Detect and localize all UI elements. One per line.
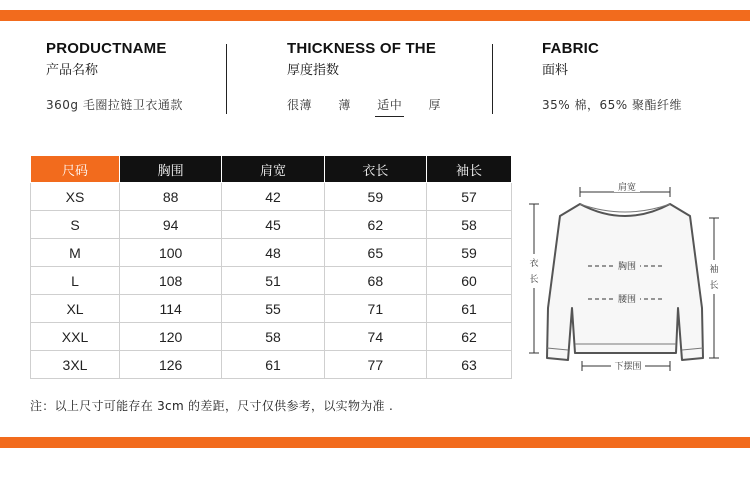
cell-shoulder: 51 bbox=[222, 267, 324, 295]
waist-label: 腰围 bbox=[617, 295, 637, 305]
shoulder-label: 肩宽 bbox=[617, 183, 637, 193]
table-row bbox=[31, 183, 512, 211]
thickness-heading: THICKNESS OF THE bbox=[287, 40, 437, 57]
cell-length: 77 bbox=[324, 351, 426, 379]
thickness-block bbox=[287, 40, 463, 113]
thickness-scale bbox=[287, 96, 463, 113]
hem-label: 下摆围 bbox=[614, 362, 642, 372]
cell-size: XL bbox=[31, 295, 120, 323]
table-row bbox=[31, 323, 512, 351]
size-chart-header-row bbox=[31, 156, 512, 183]
thickness-option-medium: 适中 bbox=[377, 98, 403, 112]
product-name-heading-cn: 产品名称 bbox=[46, 63, 99, 78]
cell-chest: 120 bbox=[120, 323, 222, 351]
cell-sleeve: 62 bbox=[427, 323, 512, 351]
thickness-option-thin: 薄 bbox=[338, 98, 351, 112]
fabric-heading: FABRIC bbox=[542, 40, 600, 57]
top-accent-bar bbox=[0, 10, 750, 21]
table-row bbox=[31, 295, 512, 323]
header-size: 尺码 bbox=[31, 156, 120, 183]
cell-size: S bbox=[31, 211, 120, 239]
header-chest: 胸围 bbox=[120, 156, 222, 183]
fabric-block bbox=[542, 40, 682, 113]
divider bbox=[492, 44, 493, 114]
product-name-value: 360g 毛圈拉链卫衣通款 bbox=[46, 98, 183, 112]
cell-size: L bbox=[31, 267, 120, 295]
cell-shoulder: 48 bbox=[222, 239, 324, 267]
cell-length: 71 bbox=[324, 295, 426, 323]
cell-size: 3XL bbox=[31, 351, 120, 379]
header-shoulder: 肩宽 bbox=[222, 156, 324, 183]
product-name-heading: PRODUCTNAME bbox=[46, 40, 167, 57]
length-label-top: 衣 bbox=[529, 259, 539, 269]
cell-length: 65 bbox=[324, 239, 426, 267]
sweatshirt-outline bbox=[547, 204, 703, 360]
cell-sleeve: 58 bbox=[427, 211, 512, 239]
cell-chest: 108 bbox=[120, 267, 222, 295]
cell-sleeve: 57 bbox=[427, 183, 512, 211]
cell-length: 68 bbox=[324, 267, 426, 295]
cell-shoulder: 61 bbox=[222, 351, 324, 379]
size-disclaimer-note: 注：以上尺寸可能存在 3cm 的差距，尺寸仅供参考，以实物为准 . bbox=[30, 399, 394, 413]
cell-size: M bbox=[31, 239, 120, 267]
cell-sleeve: 63 bbox=[427, 351, 512, 379]
cell-length: 62 bbox=[324, 211, 426, 239]
thickness-heading-cn: 厚度指数 bbox=[287, 63, 340, 78]
cell-chest: 94 bbox=[120, 211, 222, 239]
cell-chest: 126 bbox=[120, 351, 222, 379]
chest-label: 胸围 bbox=[617, 262, 637, 272]
length-label-bottom: 长 bbox=[529, 275, 539, 285]
cell-shoulder: 55 bbox=[222, 295, 324, 323]
bottom-accent-bar bbox=[0, 437, 750, 448]
table-row bbox=[31, 351, 512, 379]
size-chart-table bbox=[30, 155, 512, 379]
thickness-option-very-thin: 很薄 bbox=[287, 98, 313, 112]
cell-length: 59 bbox=[324, 183, 426, 211]
divider bbox=[226, 44, 227, 114]
table-row bbox=[31, 267, 512, 295]
cell-sleeve: 61 bbox=[427, 295, 512, 323]
garment-measurement-diagram bbox=[520, 168, 730, 378]
cell-shoulder: 42 bbox=[222, 183, 324, 211]
cell-length: 74 bbox=[324, 323, 426, 351]
cell-shoulder: 45 bbox=[222, 211, 324, 239]
table-row bbox=[31, 239, 512, 267]
product-name-block bbox=[46, 40, 183, 113]
header-sleeve: 袖长 bbox=[427, 156, 512, 183]
sleeve-label-top: 袖 bbox=[709, 265, 719, 275]
cell-sleeve: 60 bbox=[427, 267, 512, 295]
header-length: 衣长 bbox=[324, 156, 426, 183]
fabric-heading-cn: 面料 bbox=[542, 63, 569, 78]
cell-chest: 88 bbox=[120, 183, 222, 211]
cell-size: XXL bbox=[31, 323, 120, 351]
cell-shoulder: 58 bbox=[222, 323, 324, 351]
fabric-value: 35% 棉，65% 聚酯纤维 bbox=[542, 98, 682, 112]
sleeve-label-bottom: 长 bbox=[709, 281, 719, 291]
cell-chest: 114 bbox=[120, 295, 222, 323]
table-row bbox=[31, 211, 512, 239]
cell-chest: 100 bbox=[120, 239, 222, 267]
thickness-option-thick: 厚 bbox=[428, 98, 442, 112]
cell-size: XS bbox=[31, 183, 120, 211]
cell-sleeve: 59 bbox=[427, 239, 512, 267]
